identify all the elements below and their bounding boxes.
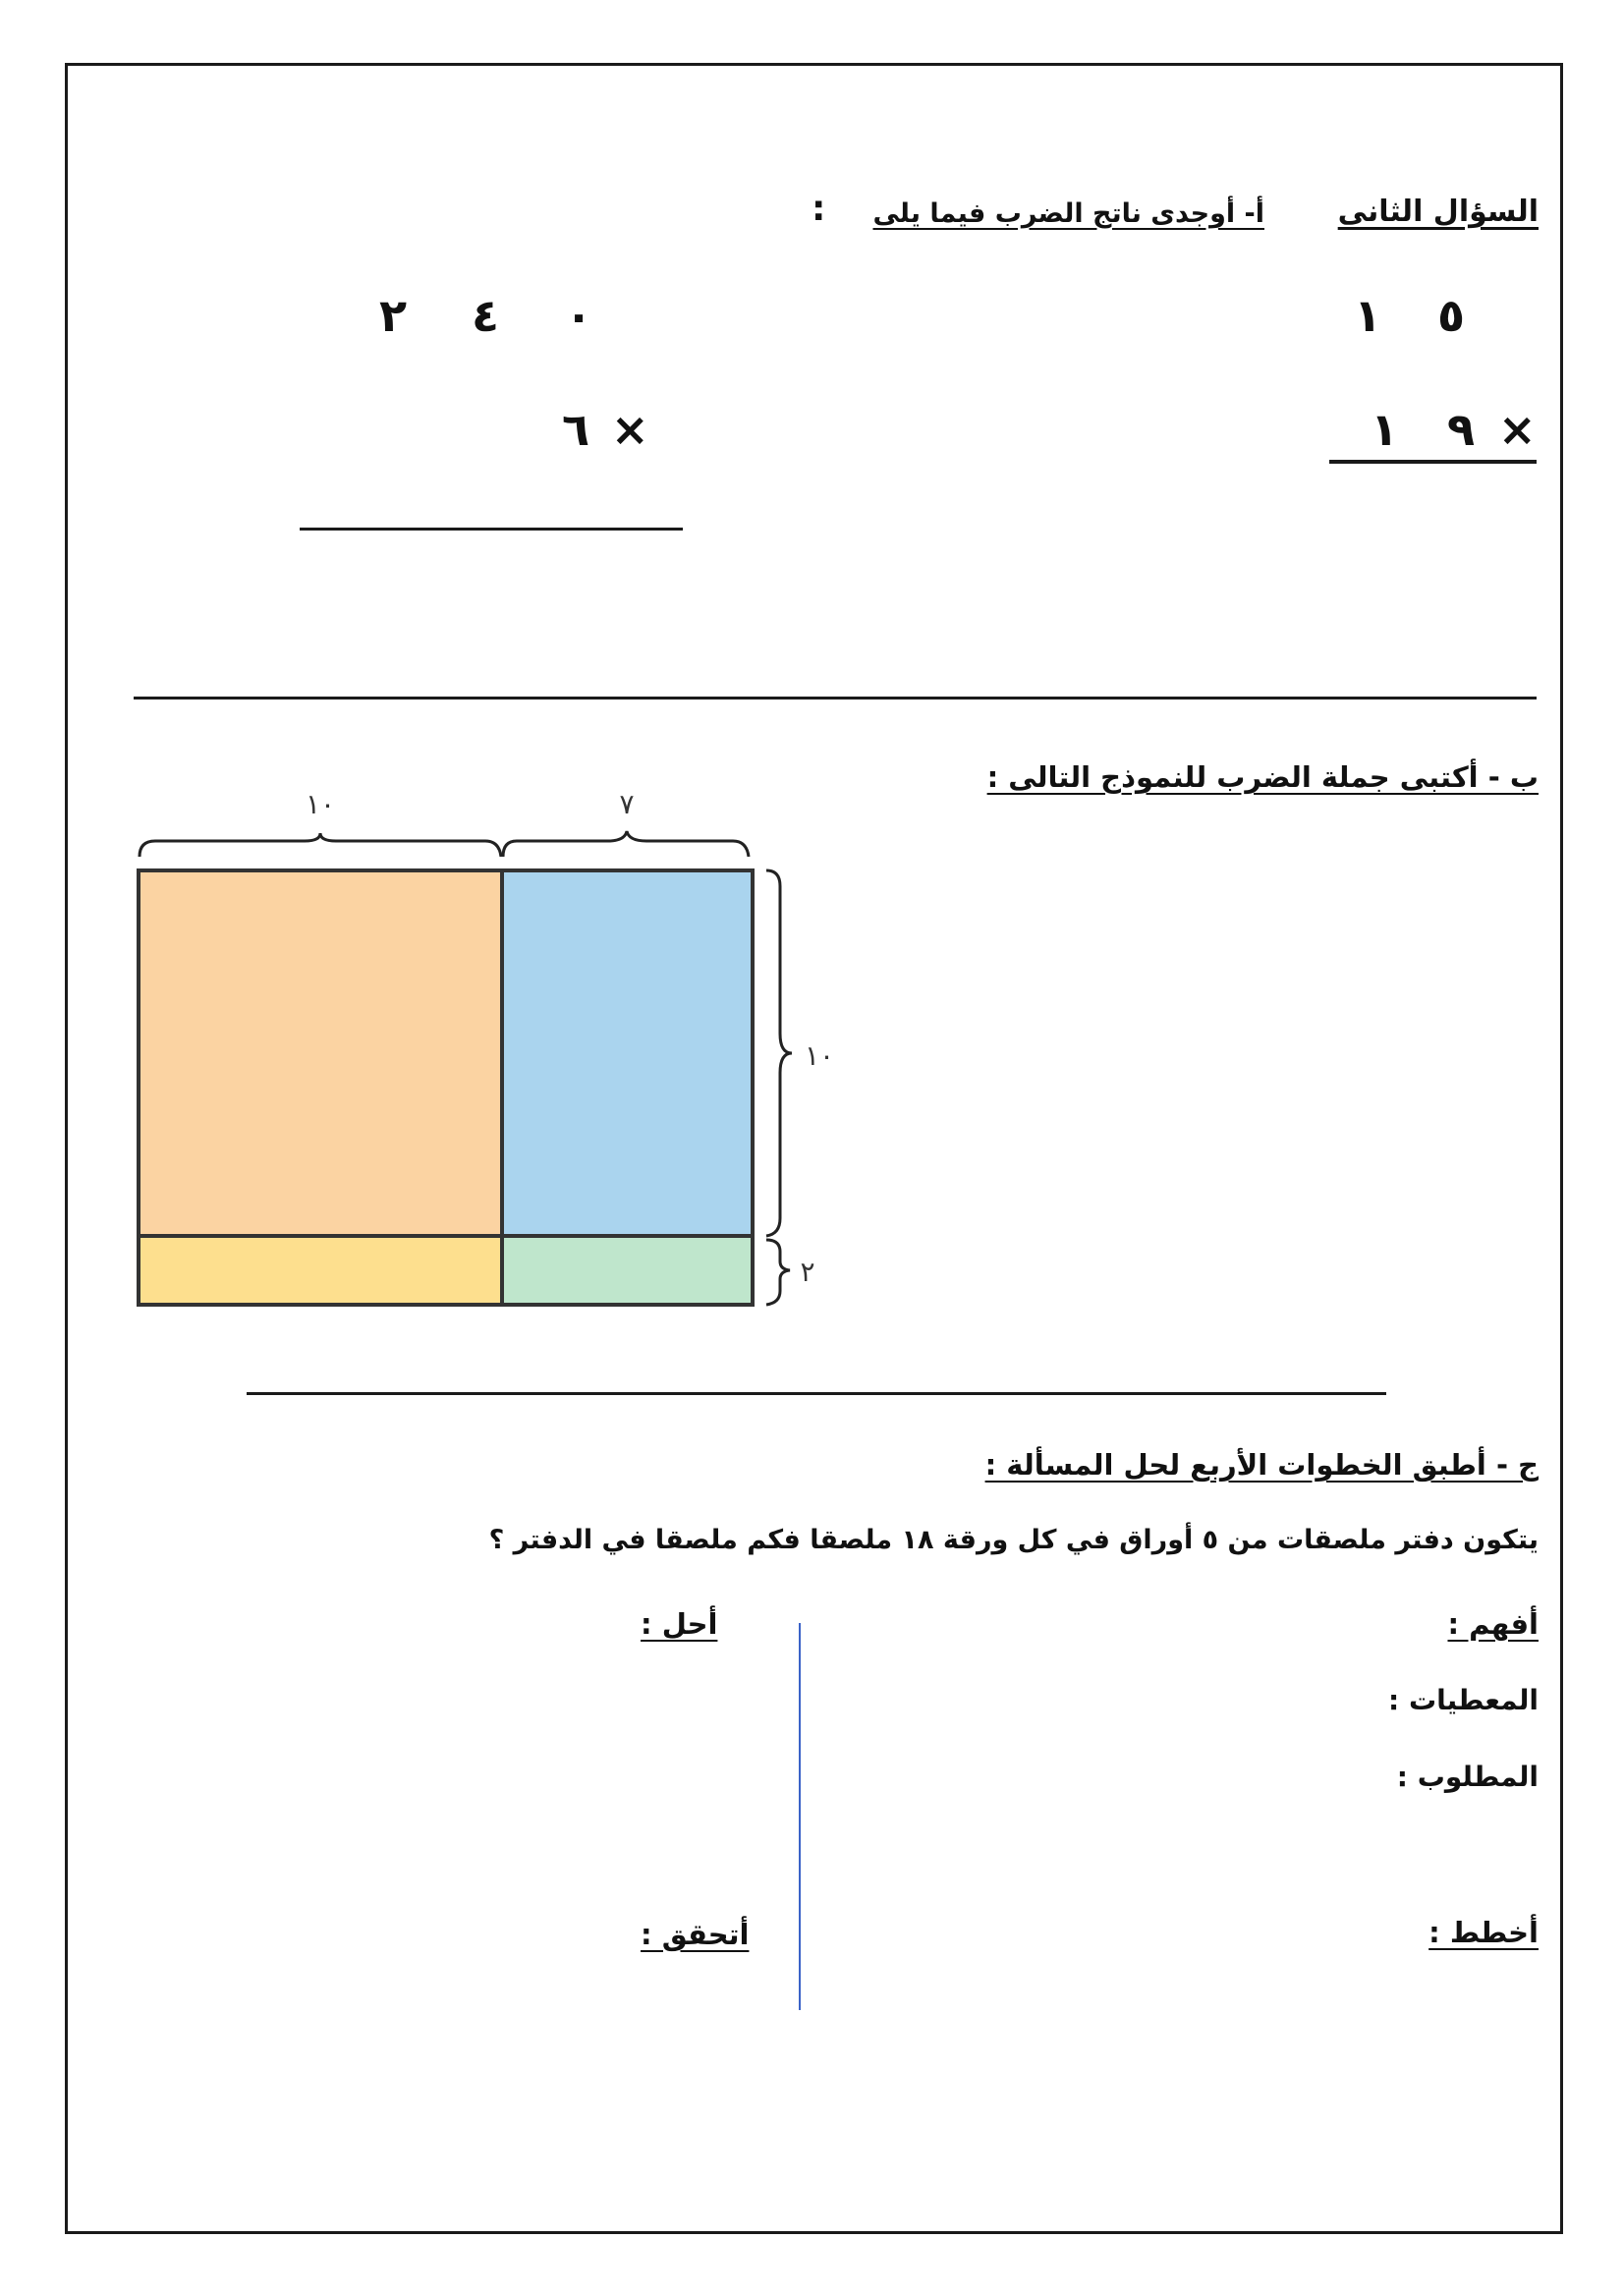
- p2-top-digit-2: ٤: [472, 289, 500, 342]
- section-separator-2: [247, 1392, 1386, 1395]
- side-label-10: ١٠: [804, 1039, 835, 1072]
- p1-top-digit-2: ٥: [1437, 289, 1466, 342]
- steps-divider: [799, 1623, 801, 2010]
- region-top-right: [502, 870, 753, 1236]
- top-brace-7: [503, 831, 749, 857]
- p2-answer-line: [300, 528, 683, 531]
- section-separator-1: [134, 697, 1537, 700]
- p1-bottom-digit-1: ٩: [1447, 403, 1476, 456]
- p1-bottom-digit-2: ١: [1371, 403, 1399, 456]
- solve-label: أحل :: [641, 1607, 718, 1641]
- question-title: السؤال الثانى: [1337, 195, 1539, 229]
- p1-answer-line: [1329, 460, 1537, 464]
- top-label-7: ٧: [619, 788, 635, 820]
- top-brace-10: [140, 833, 501, 857]
- region-bottom-right: [502, 1236, 753, 1305]
- word-problem-text: يتكون دفتر ملصقات من ٥ أوراق في كل ورقة ١٨ ملصقا فكم ملصقا في الدفتر ؟: [488, 1525, 1539, 1555]
- p2-top-digit-1: ٢: [379, 289, 408, 342]
- required-label: المطلوب :: [1396, 1761, 1539, 1793]
- side-brace-2: [766, 1240, 790, 1305]
- part-c-title: ج - أطبق الخطوات الأربع لحل المسألة :: [984, 1448, 1539, 1482]
- part-b-title: ب - أكتبى جملة الضرب للنموذج التالى :: [986, 760, 1539, 794]
- p1-top-digit-1: ١: [1354, 289, 1382, 342]
- plan-label: أخطط :: [1428, 1916, 1539, 1949]
- check-label: أتحقق :: [641, 1918, 750, 1951]
- givens-label: المعطيات :: [1388, 1684, 1539, 1716]
- p2-times-sign: ×: [611, 403, 649, 456]
- p2-bottom-digit: ٦: [562, 403, 590, 456]
- part-a-instruction: أ- أوجدى ناتج الضرب فيما يلى: [872, 198, 1264, 229]
- region-top-left: [139, 870, 502, 1236]
- understand-label: أفهم :: [1447, 1607, 1539, 1641]
- p1-times-sign: ×: [1498, 403, 1537, 456]
- side-brace-10: [766, 870, 792, 1236]
- area-model-diagram: [128, 776, 855, 1326]
- p2-top-digit-3: ٠: [565, 289, 593, 342]
- part-a-colon: :: [812, 189, 826, 229]
- side-label-2: ٢: [800, 1256, 815, 1288]
- top-label-10: ١٠: [305, 788, 336, 820]
- region-bottom-left: [139, 1236, 502, 1305]
